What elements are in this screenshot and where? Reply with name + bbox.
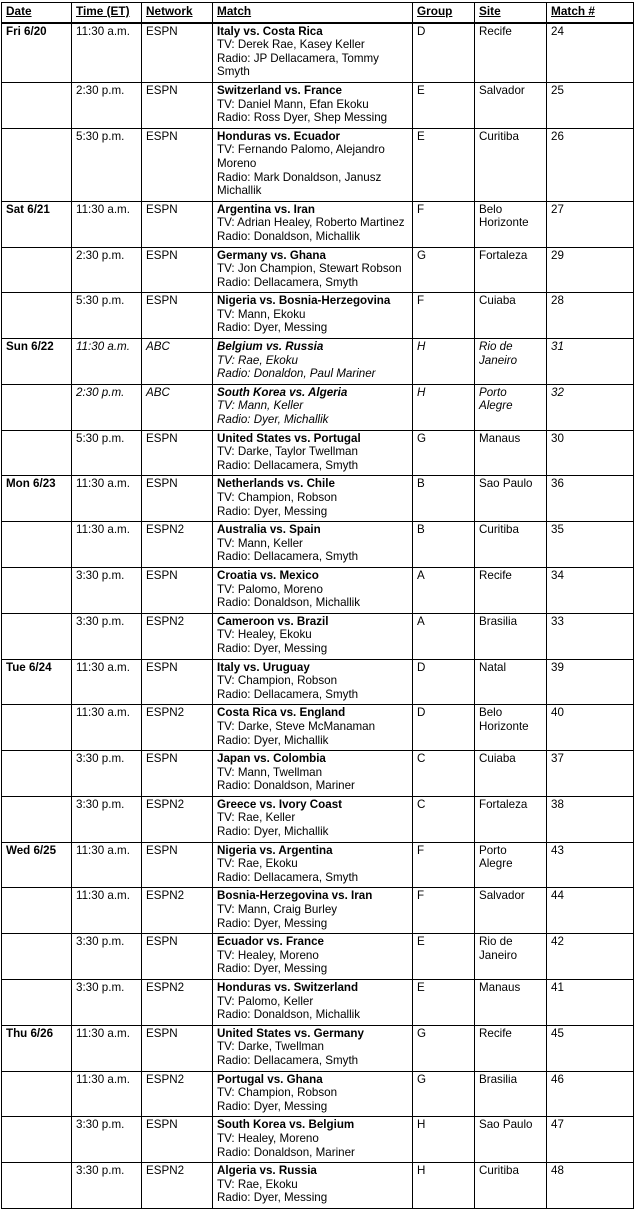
match-title: United States vs. Portugal (217, 431, 361, 445)
match-title: Nigeria vs. Argentina (217, 843, 333, 857)
cell-site: Salvador (475, 888, 547, 934)
cell-network: ESPN (142, 128, 213, 201)
cell-match (213, 1071, 413, 1117)
cell-match-number: 46 (547, 1071, 634, 1117)
cell-site: Natal (475, 659, 547, 705)
cell-network: ABC (142, 339, 213, 385)
cell-match (213, 384, 413, 430)
cell-date (2, 1117, 72, 1163)
column-header-time-label: Time (ET) (76, 4, 130, 18)
column-header-date-label: Date (6, 4, 32, 18)
match-radio-announcers: Radio: Ross Dyer, Shep Messing (217, 111, 388, 125)
cell-group: A (413, 567, 475, 613)
cell-date: Fri 6/20 (2, 23, 72, 83)
match-title: Netherlands vs. Chile (217, 477, 335, 491)
match-tv-announcers: TV: Mann, Keller (217, 399, 304, 413)
match-title: Germany vs. Ghana (217, 248, 326, 262)
cell-network: ESPN2 (142, 796, 213, 842)
cell-match-number: 24 (547, 23, 634, 83)
cell-site: Sao Paulo (475, 476, 547, 522)
cell-date (2, 888, 72, 934)
match-radio-announcers: Radio: JP Dellacamera, Tommy Smyth (217, 51, 379, 79)
match-radio-announcers: Radio: Dyer, Michallik (217, 825, 329, 839)
cell-time: 11:30 a.m. (72, 842, 142, 888)
cell-time: 2:30 p.m. (72, 82, 142, 128)
cell-date (2, 430, 72, 476)
cell-site: Porto Alegre (475, 842, 547, 888)
table-row (2, 201, 634, 247)
table-row (2, 796, 634, 842)
cell-site: Cuiaba (475, 751, 547, 797)
table-row (2, 613, 634, 659)
cell-time: 3:30 p.m. (72, 980, 142, 1026)
match-title: Greece vs. Ivory Coast (217, 797, 343, 811)
cell-group: B (413, 476, 475, 522)
cell-time: 11:30 a.m. (72, 23, 142, 83)
column-header-network-label: Network (146, 4, 193, 18)
column-header-date (2, 3, 72, 23)
column-header-match (213, 3, 413, 23)
cell-network: ESPN (142, 82, 213, 128)
cell-match (213, 201, 413, 247)
match-tv-announcers: TV: Rae, Ekoku (217, 353, 298, 367)
cell-site: Curitiba (475, 1163, 547, 1209)
cell-match (213, 659, 413, 705)
match-tv-announcers: TV: Derek Rae, Kasey Keller (217, 38, 365, 52)
cell-date: Mon 6/23 (2, 476, 72, 522)
cell-date (2, 567, 72, 613)
cell-group: D (413, 659, 475, 705)
cell-match (213, 23, 413, 83)
cell-network: ESPN2 (142, 1163, 213, 1209)
match-tv-announcers: TV: Champion, Robson (217, 1086, 338, 1100)
match-tv-announcers: TV: Champion, Robson (217, 491, 338, 504)
table-row (2, 476, 634, 522)
cell-date: Sun 6/22 (2, 339, 72, 385)
match-tv-announcers: TV: Mann, Twellman (217, 765, 323, 779)
match-radio-announcers: Radio: Dellacamera, Smyth (217, 687, 359, 701)
match-tv-announcers: TV: Rae, Keller (217, 811, 296, 825)
cell-site: Recife (475, 23, 547, 83)
match-title: Honduras vs. Ecuador (217, 129, 341, 143)
cell-time: 5:30 p.m. (72, 128, 142, 201)
match-title: Nigeria vs. Bosnia-Herzegovina (217, 294, 391, 308)
match-tv-announcers: TV: Darke, Steve McManaman (217, 719, 376, 733)
cell-group: G (413, 247, 475, 293)
cell-match (213, 128, 413, 201)
match-tv-announcers: TV: Fernando Palomo, Alejandro Moreno (217, 143, 385, 170)
cell-group: B (413, 522, 475, 568)
match-radio-announcers: Radio: Donaldson, Michallik (217, 229, 361, 243)
cell-time: 3:30 p.m. (72, 567, 142, 613)
match-radio-announcers: Radio: Donaldson, Michallik (217, 1008, 361, 1022)
match-tv-announcers: TV: Adrian Healey, Roberto Martinez (217, 216, 405, 230)
match-title: Bosnia-Herzegovina vs. Iran (217, 889, 373, 903)
match-radio-announcers: Radio: Donaldson, Mariner (217, 779, 355, 793)
cell-match (213, 934, 413, 980)
match-radio-announcers: Radio: Dellacamera, Smyth (217, 1053, 359, 1067)
cell-time: 11:30 a.m. (72, 339, 142, 385)
cell-site: Porto Alegre (475, 384, 547, 430)
cell-date: Tue 6/24 (2, 659, 72, 705)
match-tv-announcers: TV: Mann, Ekoku (217, 307, 306, 321)
table-row (2, 1117, 634, 1163)
match-title: Argentina vs. Iran (217, 202, 315, 216)
cell-network: ESPN (142, 567, 213, 613)
match-radio-announcers: Radio: Dyer, Messing (217, 641, 328, 655)
cell-date (2, 705, 72, 751)
cell-network: ESPN2 (142, 705, 213, 751)
table-row (2, 659, 634, 705)
match-radio-announcers: Radio: Dellacamera, Smyth (217, 870, 359, 884)
cell-date (2, 796, 72, 842)
cell-match (213, 888, 413, 934)
cell-group: H (413, 1163, 475, 1209)
match-radio-announcers: Radio: Dellacamera, Smyth (217, 550, 359, 564)
cell-time: 11:30 a.m. (72, 476, 142, 522)
cell-network: ESPN (142, 247, 213, 293)
cell-network: ESPN (142, 23, 213, 83)
match-title: United States vs. Germany (217, 1026, 364, 1040)
match-radio-announcers: Radio: Donaldon, Paul Mariner (217, 367, 376, 381)
cell-time: 11:30 a.m. (72, 888, 142, 934)
match-title: Japan vs. Colombia (217, 752, 326, 766)
match-title: Cameroon vs. Brazil (217, 614, 329, 628)
cell-date: Wed 6/25 (2, 842, 72, 888)
cell-match (213, 293, 413, 339)
match-tv-announcers: TV: Palomo, Moreno (217, 582, 323, 596)
cell-group: D (413, 705, 475, 751)
cell-site: Belo Horizonte (475, 201, 547, 247)
cell-site: Recife (475, 567, 547, 613)
cell-group: D (413, 23, 475, 83)
table-row (2, 751, 634, 797)
match-title: Ecuador vs. France (217, 935, 324, 949)
table-body (2, 23, 634, 1209)
match-title: South Korea vs. Belgium (217, 1118, 355, 1132)
cell-date (2, 384, 72, 430)
match-tv-announcers: TV: Daniel Mann, Efan Ekoku (217, 97, 369, 111)
cell-group: E (413, 128, 475, 201)
cell-site: Rio de Janeiro (475, 339, 547, 385)
table-row (2, 934, 634, 980)
cell-match (213, 1163, 413, 1209)
column-header-match-label: Match (217, 4, 252, 18)
cell-match (213, 842, 413, 888)
cell-match-number: 47 (547, 1117, 634, 1163)
match-title: Costa Rica vs. England (217, 706, 346, 720)
match-tv-announcers: TV: Darke, Twellman (217, 1040, 324, 1054)
cell-time: 2:30 p.m. (72, 247, 142, 293)
column-header-group-label: Group (417, 4, 453, 18)
match-title: Belgium vs. Russia (217, 340, 324, 354)
match-title: Algeria vs. Russia (217, 1164, 317, 1178)
cell-site: Manaus (475, 430, 547, 476)
table-header (2, 3, 634, 23)
match-radio-announcers: Radio: Dyer, Messing (217, 1099, 328, 1113)
cell-date (2, 128, 72, 201)
cell-group: H (413, 384, 475, 430)
cell-match (213, 1025, 413, 1071)
cell-match-number: 36 (547, 476, 634, 522)
match-radio-announcers: Radio: Dyer, Messing (217, 916, 328, 930)
match-title: Switzerland vs. France (217, 83, 343, 97)
table-row (2, 705, 634, 751)
cell-date (2, 934, 72, 980)
cell-match (213, 339, 413, 385)
cell-date (2, 751, 72, 797)
cell-match-number: 26 (547, 128, 634, 201)
cell-match (213, 613, 413, 659)
cell-match-number: 43 (547, 842, 634, 888)
column-header-site (475, 3, 547, 23)
cell-match-number: 32 (547, 384, 634, 430)
match-title: Portugal vs. Ghana (217, 1072, 323, 1086)
table-row (2, 842, 634, 888)
cell-match-number: 41 (547, 980, 634, 1026)
match-schedule-table (1, 2, 634, 1209)
cell-match (213, 522, 413, 568)
cell-time: 11:30 a.m. (72, 705, 142, 751)
match-tv-announcers: TV: Healey, Moreno (217, 1131, 319, 1145)
table-row (2, 23, 634, 83)
table-row (2, 980, 634, 1026)
cell-match (213, 751, 413, 797)
cell-network: ESPN (142, 1025, 213, 1071)
match-tv-announcers: TV: Champion, Robson (217, 674, 338, 688)
cell-date (2, 293, 72, 339)
cell-site: Recife (475, 1025, 547, 1071)
table-row (2, 293, 634, 339)
cell-network: ESPN2 (142, 613, 213, 659)
cell-group: C (413, 796, 475, 842)
match-radio-announcers: Radio: Dyer, Michallik (217, 413, 329, 427)
cell-time: 5:30 p.m. (72, 430, 142, 476)
match-radio-announcers: Radio: Dyer, Michallik (217, 733, 329, 747)
table-row (2, 1071, 634, 1117)
match-tv-announcers: TV: Mann, Craig Burley (217, 903, 338, 917)
cell-network: ESPN (142, 430, 213, 476)
cell-group: C (413, 751, 475, 797)
cell-match-number: 33 (547, 613, 634, 659)
cell-match-number: 48 (547, 1163, 634, 1209)
cell-match-number: 40 (547, 705, 634, 751)
cell-match-number: 35 (547, 522, 634, 568)
match-title: Croatia vs. Mexico (217, 568, 319, 582)
table-row (2, 1025, 634, 1071)
cell-network: ESPN (142, 842, 213, 888)
cell-site: Manaus (475, 980, 547, 1026)
table-row (2, 247, 634, 293)
cell-network: ESPN2 (142, 1071, 213, 1117)
match-title: Australia vs. Spain (217, 523, 321, 537)
cell-date (2, 1071, 72, 1117)
match-radio-announcers: Radio: Dyer, Messing (217, 321, 328, 335)
match-tv-announcers: TV: Mann, Keller (217, 536, 303, 550)
match-radio-announcers: Radio: Donaldson, Michallik (217, 596, 361, 610)
cell-site: Brasilia (475, 1071, 547, 1117)
cell-site: Belo Horizonte (475, 705, 547, 751)
cell-group: G (413, 1071, 475, 1117)
cell-match-number: 42 (547, 934, 634, 980)
match-tv-announcers: TV: Rae, Ekoku (217, 857, 298, 871)
cell-network: ESPN2 (142, 980, 213, 1026)
cell-match-number: 31 (547, 339, 634, 385)
match-radio-announcers: Radio: Dellacamera, Smyth (217, 275, 359, 289)
cell-match-number: 25 (547, 82, 634, 128)
table-row (2, 339, 634, 385)
cell-match (213, 476, 413, 522)
match-tv-announcers: TV: Healey, Ekoku (217, 628, 312, 642)
cell-group: F (413, 201, 475, 247)
cell-group: E (413, 82, 475, 128)
cell-site: Salvador (475, 82, 547, 128)
match-title: Italy vs. Uruguay (217, 660, 310, 674)
cell-date (2, 613, 72, 659)
cell-time: 11:30 a.m. (72, 201, 142, 247)
column-header-time (72, 3, 142, 23)
column-header-site-label: Site (479, 4, 501, 18)
cell-network: ESPN (142, 751, 213, 797)
match-radio-announcers: Radio: Dyer, Messing (217, 504, 328, 518)
match-radio-announcers: Radio: Mark Donaldson, Janusz Michallik (217, 170, 382, 198)
cell-time: 2:30 p.m. (72, 384, 142, 430)
cell-site: Sao Paulo (475, 1117, 547, 1163)
cell-site: Curitiba (475, 128, 547, 201)
cell-time: 3:30 p.m. (72, 613, 142, 659)
cell-match (213, 567, 413, 613)
match-title: Honduras vs. Switzerland (217, 981, 359, 994)
match-tv-announcers: TV: Rae, Ekoku (217, 1177, 298, 1191)
cell-network: ESPN (142, 934, 213, 980)
cell-match (213, 705, 413, 751)
column-header-match-number (547, 3, 634, 23)
match-title: Italy vs. Costa Rica (217, 24, 323, 38)
cell-match (213, 1117, 413, 1163)
cell-date (2, 1163, 72, 1209)
cell-network: ESPN2 (142, 522, 213, 568)
cell-network: ESPN (142, 476, 213, 522)
match-tv-announcers: TV: Darke, Taylor Twellman (217, 445, 358, 459)
cell-network: ESPN (142, 659, 213, 705)
cell-network: ABC (142, 384, 213, 430)
header-row (2, 3, 634, 23)
cell-match (213, 430, 413, 476)
cell-match-number: 37 (547, 751, 634, 797)
cell-time: 3:30 p.m. (72, 1117, 142, 1163)
cell-match-number: 29 (547, 247, 634, 293)
cell-match (213, 247, 413, 293)
match-tv-announcers: TV: Palomo, Keller (217, 994, 314, 1008)
cell-match-number: 44 (547, 888, 634, 934)
cell-time: 3:30 p.m. (72, 1163, 142, 1209)
cell-group: F (413, 842, 475, 888)
cell-match-number: 34 (547, 567, 634, 613)
cell-group: F (413, 888, 475, 934)
cell-match-number: 28 (547, 293, 634, 339)
column-header-group (413, 3, 475, 23)
cell-network: ESPN (142, 1117, 213, 1163)
match-tv-announcers: TV: Jon Champion, Stewart Robson (217, 262, 402, 276)
cell-match-number: 38 (547, 796, 634, 842)
cell-site: Fortaleza (475, 796, 547, 842)
cell-time: 3:30 p.m. (72, 934, 142, 980)
column-header-match-number-label: Match # (551, 4, 595, 18)
cell-time: 11:30 a.m. (72, 522, 142, 568)
cell-group: G (413, 1025, 475, 1071)
table-row (2, 82, 634, 128)
table-row (2, 567, 634, 613)
cell-time: 3:30 p.m. (72, 796, 142, 842)
table-row (2, 1163, 634, 1209)
cell-date: Sat 6/21 (2, 201, 72, 247)
cell-date (2, 247, 72, 293)
cell-network: ESPN2 (142, 888, 213, 934)
cell-site: Fortaleza (475, 247, 547, 293)
cell-network: ESPN (142, 293, 213, 339)
match-radio-announcers: Radio: Dyer, Messing (217, 962, 328, 976)
cell-group: E (413, 934, 475, 980)
cell-date (2, 522, 72, 568)
cell-date: Thu 6/26 (2, 1025, 72, 1071)
cell-time: 11:30 a.m. (72, 1071, 142, 1117)
cell-match-number: 39 (547, 659, 634, 705)
cell-network: ESPN (142, 201, 213, 247)
cell-date (2, 980, 72, 1026)
cell-group: A (413, 613, 475, 659)
cell-match (213, 980, 413, 1026)
cell-date (2, 82, 72, 128)
match-radio-announcers: Radio: Dellacamera, Smyth (217, 458, 359, 472)
match-radio-announcers: Radio: Dyer, Messing (217, 1191, 328, 1205)
cell-match (213, 796, 413, 842)
cell-time: 11:30 a.m. (72, 1025, 142, 1071)
table-row (2, 128, 634, 201)
column-header-network (142, 3, 213, 23)
cell-group: E (413, 980, 475, 1026)
cell-match-number: 45 (547, 1025, 634, 1071)
table-row (2, 430, 634, 476)
cell-time: 3:30 p.m. (72, 751, 142, 797)
match-radio-announcers: Radio: Donaldson, Mariner (217, 1145, 355, 1159)
cell-site: Cuiaba (475, 293, 547, 339)
table-row (2, 384, 634, 430)
cell-site: Rio de Janeiro (475, 934, 547, 980)
cell-group: H (413, 1117, 475, 1163)
match-title: South Korea vs. Algeria (217, 385, 348, 399)
cell-group: H (413, 339, 475, 385)
cell-group: F (413, 293, 475, 339)
cell-match (213, 82, 413, 128)
table-row (2, 888, 634, 934)
cell-group: G (413, 430, 475, 476)
cell-time: 5:30 p.m. (72, 293, 142, 339)
cell-site: Brasilia (475, 613, 547, 659)
cell-site: Curitiba (475, 522, 547, 568)
table-row (2, 522, 634, 568)
match-tv-announcers: TV: Healey, Moreno (217, 948, 319, 962)
cell-match-number: 27 (547, 201, 634, 247)
cell-match-number: 30 (547, 430, 634, 476)
cell-time: 11:30 a.m. (72, 659, 142, 705)
